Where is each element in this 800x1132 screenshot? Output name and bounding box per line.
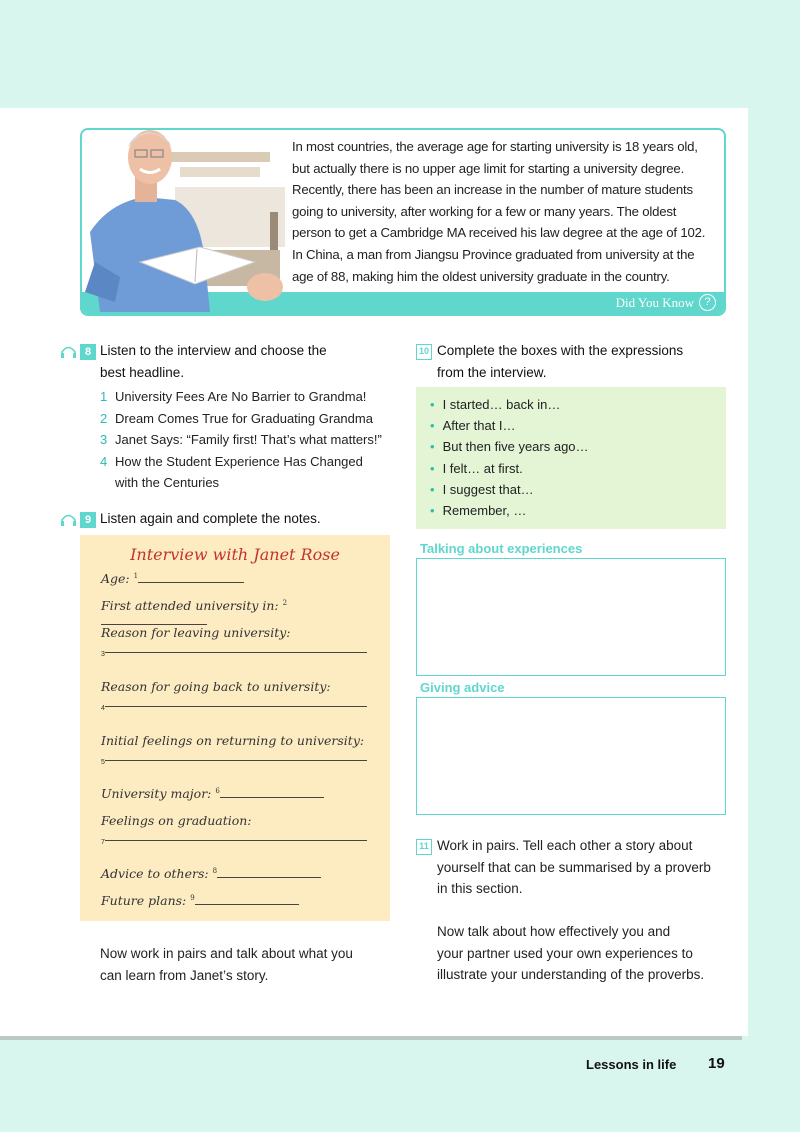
option-3[interactable]: 3 Janet Says: “Family first! That’s what matters!” (100, 432, 382, 447)
exercise-10-number: 10 (416, 344, 432, 360)
exercise-11-number: 11 (416, 839, 432, 855)
option-4[interactable]: 4 How the Student Experience Has Changed (100, 453, 363, 469)
answer-line-3[interactable] (105, 652, 367, 653)
note-reason-back: Reason for going back to university: (101, 679, 331, 694)
option-2[interactable]: 2 Dream Comes True for Graduating Grandma (100, 410, 373, 426)
page-number: 19 (708, 1055, 725, 1072)
pairs-discussion-left: Now work in pairs and talk about what you can learn from Janet’s story. (100, 946, 353, 983)
advice-answer-box[interactable] (416, 697, 726, 815)
expression-item: • I suggest that… (430, 482, 534, 497)
footer-unit-title: Lessons in life (586, 1057, 677, 1072)
did-you-know-label: Did You Know (615, 295, 694, 310)
notes-title: Interview with Janet Rose (130, 545, 340, 564)
answer-line-1[interactable] (138, 572, 244, 583)
note-feelings-graduation: Feelings on graduation: (101, 813, 252, 828)
interview-notes-card: Interview with Janet Rose Age: $^1$ First attended university in: $^2$ Reason for leaving university: 3 Reason for going back to university: 4 Initial feelings on returning to university: 5 University major: $^6$ Feelings on graduation: 7 Advice to others: $^8$ Future plans: $^9$ (80, 535, 390, 921)
exercise-11-instruction: Work in pairs. Tell each other a story about yourself that can be summarised by a proverb in this section. Now talk about how effectively you and your partner used your own experiences to illustrate your understanding of the proverbs. (437, 838, 711, 982)
expressions-box (416, 387, 726, 529)
experiences-label: Talking about experiences (420, 541, 583, 556)
answer-line-7[interactable] (105, 840, 367, 841)
exercise-8-line-2: best headline. (100, 364, 185, 380)
headphones-icon (60, 345, 77, 359)
note-reason-leaving: Reason for leaving university: (101, 625, 291, 640)
advice-label: Giving advice (420, 680, 505, 695)
exercise-10-instruction: Complete the boxes with the expressions from the interview. (437, 343, 684, 380)
answer-line-4[interactable] (105, 706, 367, 707)
expression-item: • Remember, … (430, 503, 527, 518)
option-4-continued: with the Centuries (115, 475, 220, 490)
expression-item: • After that I… (430, 418, 516, 433)
mature-student-photo (80, 112, 290, 316)
answer-line-2[interactable] (101, 614, 207, 625)
mature-student-illustration (80, 112, 290, 316)
exercise-8-line-1: Listen to the interview and choose the (100, 343, 327, 358)
did-you-know-text: In most countries, the average age for starting university is 18 years old, but actually there is no upper age limit for starting a university degree. Recently, there has been an increase in the number of mature students going to university, after working for a few or many years. The oldest person to get a Cambridge MA received his law degree at the age of 102. In China, a man from Jiangsu Province graduated from university at the age of 88, making him the oldest university graduate in the country. (292, 139, 706, 284)
expression-item: • I felt… at first. (430, 461, 523, 476)
answer-line-5[interactable] (105, 760, 367, 761)
note-first-attended: First attended university in: $^2$ (101, 598, 390, 628)
exercise-8-number: 8 (80, 344, 96, 360)
answer-line-6[interactable] (220, 787, 324, 798)
experiences-answer-box[interactable] (416, 558, 726, 676)
footer-rule (0, 1036, 742, 1040)
note-advice: Advice to others: $^8$ (101, 866, 321, 881)
note-age: Age: $^1$ (101, 571, 244, 586)
note-major: University major: $^6$ (101, 786, 324, 801)
exercise-9-number: 9 (80, 512, 96, 528)
note-initial-feelings: Initial feelings on returning to university: (101, 733, 365, 748)
exercise-9-instruction: Listen again and complete the notes. (100, 511, 321, 526)
answer-line-8[interactable] (217, 867, 321, 878)
expression-item: • But then five years ago… (430, 439, 589, 454)
expression-item: • I started… back in… (430, 397, 561, 412)
question-mark-icon: ? (699, 294, 716, 311)
headline-options (100, 386, 382, 494)
answer-line-9[interactable] (195, 894, 299, 905)
note-future: Future plans: $^9$ (101, 893, 299, 908)
headphones-icon (60, 513, 77, 527)
option-1[interactable]: 1 University Fees Are No Barrier to Grandma! (100, 389, 367, 404)
exercise-8-instruction (100, 340, 327, 383)
